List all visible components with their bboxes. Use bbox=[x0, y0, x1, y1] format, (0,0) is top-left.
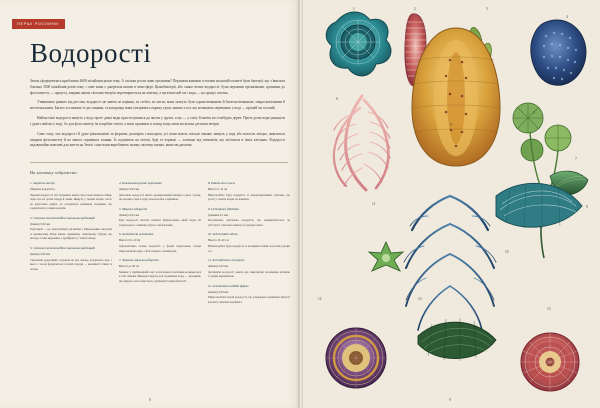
caption-subtitle: Діаметр 0,02 мм bbox=[30, 251, 51, 256]
article-paragraph: Найчастіше водорості живуть у воді, проте деякі види пристосувалися до життя у ґрунті, а ще — у снігу й навіть на стовбурах дерев. Проте долю води уникнути і дуже глибоко у воді, бо для фотосинтезу їм потрібне світло, а воно проникає в товщу води лише на кілька десятків метрів. bbox=[30, 116, 285, 126]
caption-entry bbox=[30, 216, 112, 241]
caption-text: Ниткоподібна бура водорість із кільцями тонких волосків уздовж осі. bbox=[208, 244, 290, 253]
caption-text: Мешкає у прибережній зоні; розгалужені пластинки коливаються в такт хвилям. Використовують для отримання агару — речовини, що широко застосовується у кулінарії та мікробіології. bbox=[119, 269, 201, 283]
caption-subtitle: Висота 10–40 см bbox=[208, 238, 229, 243]
organism-purple-concentric-diatom bbox=[326, 328, 386, 388]
figure-number: 13 bbox=[547, 307, 551, 311]
caption-label: 4. Ізоклінальні рухомі черепашки bbox=[119, 181, 162, 186]
caption-label: 10. Arthrocladia villosa bbox=[208, 232, 238, 237]
caption-entry bbox=[208, 207, 290, 228]
caption-text: Віялоподібна бура водорість із концентричними смугами, що росте у теплих морях на каменях. bbox=[208, 192, 290, 202]
caption-subtitle: Діаметр 0,01 мм bbox=[119, 212, 140, 217]
figure-number: 12 bbox=[318, 297, 322, 301]
figure-number: 4 bbox=[566, 15, 568, 19]
right-page-plate bbox=[300, 0, 600, 408]
caption-text: Колоніальна діатомова водорість, що прикріплюється до субстрату слизовою ніжкою й утворює віяло. bbox=[208, 218, 290, 227]
figure-number: 5 bbox=[533, 111, 535, 115]
figure-number: 11 bbox=[372, 202, 376, 206]
folio-right: 9 bbox=[449, 397, 451, 402]
caption-subtitle: Висота 5–15 см bbox=[208, 187, 228, 192]
caption-label: 3. Світлові скелетоподібні черепашки радіолярій bbox=[30, 245, 95, 250]
caption-subtitle: Висота до 30 см bbox=[119, 264, 139, 269]
caption-column bbox=[30, 181, 112, 309]
figure-number: 14 bbox=[418, 297, 422, 301]
figure-number: 6 bbox=[336, 97, 338, 101]
organism-gold-central-diatom bbox=[412, 28, 500, 166]
caption-entry bbox=[208, 181, 290, 202]
figure-number: 2 bbox=[414, 7, 416, 11]
caption-subtitle: Висота 0,5–10 см bbox=[119, 238, 141, 243]
caption-subtitle: Діаметр 0,05 мм bbox=[119, 187, 140, 192]
figure-number: 3 bbox=[486, 7, 488, 11]
caption-entry bbox=[119, 207, 201, 228]
caption-entry bbox=[208, 258, 290, 279]
page-title: Водорості bbox=[30, 38, 152, 68]
article-paragraph: З’явившись раніше від рослин, водорості не мають ні коріння, ні стебел, ні листя; вони можуть бути одноклітинними й багатоклітинними, мікроскопічними й велетенськими. Багато хто вважає їх рослинами, та насправді вони утворюють окрему групу живих істот, що мешкають переважно у воді — прісній чи солоній. bbox=[30, 100, 285, 111]
caption-label: 11. Arthrodesmus convergens bbox=[208, 258, 245, 263]
algae-illustration-plate bbox=[300, 0, 600, 408]
caption-text: Радіолярії — це одноклітинні організми з мінеральним скелетом із кремнезему. Вони мають правильну симетричну будову, що нагадує тонке мереживо, і дрейфують у товщі океану. bbox=[30, 227, 112, 241]
caption-label: 6. Acetabularia acetabulum bbox=[119, 232, 154, 237]
caption-columns bbox=[30, 181, 292, 309]
caption-entry bbox=[208, 284, 290, 305]
caption-label: 2. Світлові скелетоподібні черепашки радіолярій bbox=[30, 215, 95, 220]
caption-label: 12. Acetabularia-подібні форми bbox=[208, 283, 249, 288]
caption-entry bbox=[30, 181, 112, 211]
caption-text: Діатомові водорості мають кремнеземний панцир із двох стулок, що входять одна в одну, мов коробка з кришкою. bbox=[119, 192, 201, 202]
caption-label: 9. Licmophora flabellata bbox=[208, 206, 239, 211]
divider bbox=[30, 162, 288, 163]
caption-heading: На малюнку зображено: bbox=[30, 170, 79, 176]
figure-number: 10 bbox=[505, 250, 509, 254]
caption-entry bbox=[119, 181, 201, 202]
caption-column bbox=[119, 181, 201, 309]
caption-entry bbox=[119, 258, 201, 283]
caption-entry bbox=[30, 246, 112, 271]
article-body bbox=[30, 79, 285, 153]
article-paragraph: Земля сформувалась приблизно 4600 мільйонів років тому. А скільки росли живі організми? Першими живими істотами на нашій планеті були бактерії, що з’явилися близько 3500 мільйонів років тому, і саме вони є джерелом кисню в атмосфері. Ціанобактерії, або синьо-зелені водорості, були першими організмами, здатними до фотосинтезу — процесу, завдяки якому світлова енергія перетворюється на хімічну, а вуглекислий газ і вода — на цукор і кисень. bbox=[30, 79, 285, 95]
caption-subtitle: Діаметр 0,05 мм bbox=[208, 264, 229, 269]
caption-subtitle: Довжина 0,1 мм bbox=[208, 212, 228, 217]
series-tag: ПЕРШІ РОСЛИНИ bbox=[12, 19, 65, 29]
figure-number: 1 bbox=[353, 7, 355, 11]
caption-label: 7. Червона морська водорість bbox=[119, 258, 159, 263]
caption-label: 8. Padina-тип слоєм bbox=[208, 181, 235, 186]
caption-text: Червоні водорості, або багрянки, мають просочені вапном стінки, через що на дотик тверді й ламкі. Живуть у теплих морях, часто на коралових рифах, де утворюють вапнякові скоринки, що закріплюють уламки коралів. bbox=[30, 192, 112, 211]
organism-navy-dotted-diatom bbox=[531, 20, 586, 85]
caption-text: Десмідієві водорості мають дві симетричні половинки клітини, з’єднані перемичкою. bbox=[208, 269, 290, 279]
caption-subtitle: Діаметр 0,02 мм bbox=[30, 221, 51, 226]
caption-column bbox=[208, 181, 290, 309]
caption-text: Скелетики радіолярій, осідаючи на дно океану, утворюють мул, з якого з часом формуються осадові породи — кремнисті глини та опоки. bbox=[30, 257, 112, 271]
caption-entry bbox=[208, 232, 290, 253]
figure-number: 9 bbox=[586, 205, 588, 209]
caption-text: Бурі водорості містять пігмент фукоксантин, який надає їм характерного оливково-бурого забарвлення. bbox=[119, 218, 201, 227]
caption-entry bbox=[119, 232, 201, 253]
organism-red-radial-diatom bbox=[521, 333, 579, 391]
caption-subtitle: Діаметр 0,03 мм bbox=[208, 289, 229, 294]
figure-number: 8 bbox=[450, 123, 452, 127]
article-paragraph: Саме тому, хоч водорості й дуже різноманітні за формою, розміром і кольором, усі вони мають спільні ознаки: живуть у воді або вологих місцях, живляться завдяки фотосинтезу й не мають справжніх тканин. Їх поділяють на зелені, бурі та червоні — залежно від пігментів, що містяться в їхніх клітинах. Водорості надзвичайно важливі для життя на Землі: саме вони виробляють значну частину кисню, яким ми дихаємо. bbox=[30, 131, 285, 148]
caption-label: 1. Amphiroa anceps bbox=[30, 181, 55, 186]
figure-number: 7 bbox=[575, 157, 577, 161]
caption-subtitle: (Червона водорість) bbox=[30, 187, 55, 192]
caption-text: Мікроскопічні зелені водорості, що утворюють правильні зірчасті колонії у прісних водоймах. bbox=[208, 295, 290, 304]
folio-left: 8 bbox=[149, 397, 151, 402]
caption-text: Одноклітинна зелена водорість у формі парасольки; попри мікроскопічне ядро, сягає кількох сантиметрів. bbox=[119, 244, 201, 253]
caption-label: 5. Морські водорості bbox=[119, 206, 148, 211]
